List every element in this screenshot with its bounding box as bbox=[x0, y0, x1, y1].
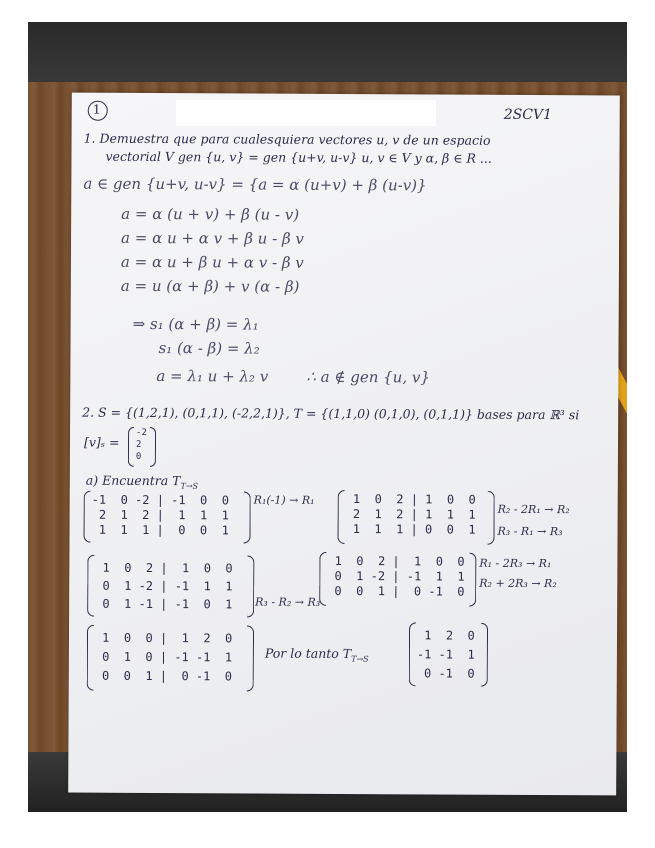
problem1-line6: ⇒ s₁ (α + β) = λ₁ bbox=[132, 314, 259, 334]
matrix-row: 2 1 2 | 1 1 1 bbox=[91, 507, 229, 523]
matrix-row: 0 1 0 | -1 -1 1 bbox=[94, 649, 233, 665]
vector-label: [v]ₛ = bbox=[83, 434, 120, 450]
matrix-row: 0 1 -2 | -1 1 1 bbox=[327, 568, 465, 584]
matrix-row: 1 0 2 | 1 0 0 bbox=[95, 560, 233, 576]
m3-bracket-right bbox=[247, 555, 254, 617]
matrix-row: -1 0 -2 | -1 0 0 bbox=[91, 492, 230, 508]
matrix-row: 1 0 0 | 1 2 0 bbox=[94, 630, 233, 646]
matrix-row: 0 0 1 | 0 -1 0 bbox=[94, 668, 233, 684]
op-2b: R₃ - R₁ → R₃ bbox=[497, 524, 563, 539]
problem1-conclusion: ∴ a ∉ gen {u, v} bbox=[306, 367, 430, 387]
problem1-statement-2: vectorial V gen {u, v} = gen {u+v, u-v} u, v ∈ V y α, β ∈ R ... bbox=[105, 148, 492, 166]
problem1-line2: a = α (u + v) + β (u - v) bbox=[121, 204, 300, 224]
problem1-line3: a = α u + α v + β u - β v bbox=[121, 228, 304, 248]
problem2-statement: 2. S = {(1,2,1), (0,1,1), (-2,2,1)}, T = {(1,1,0) (0,1,0), (0,1,1)} bases para ℝ³ si bbox=[82, 404, 580, 423]
matrix-4 bbox=[327, 554, 465, 600]
matrix-row: 1 0 2 | 1 0 0 bbox=[345, 492, 476, 507]
matrix-5 bbox=[95, 629, 233, 687]
matrix-1 bbox=[92, 493, 230, 539]
op-3: R₃ - R₂ → R₃ bbox=[255, 595, 321, 609]
problem1-statement-1: 1. Demuestra que para cualesquiera vectores u, v de un espacio bbox=[83, 130, 491, 148]
problem1-line1: a ∈ gen {u+v, u-v} = {a = α (u+v) + β (u-v)} bbox=[83, 174, 427, 195]
matrix-3 bbox=[95, 559, 233, 614]
m5-bracket-left bbox=[87, 625, 94, 691]
m3-bracket-left bbox=[87, 555, 94, 617]
problem1-line5: a = u (α + β) + v (α - β) bbox=[120, 276, 300, 296]
conclusion-label bbox=[265, 646, 369, 664]
part-a-text: a) Encuentra T bbox=[85, 472, 181, 489]
m2-bracket-right bbox=[487, 491, 494, 545]
matrix-row: 2 1 2 | 1 1 1 bbox=[345, 507, 476, 522]
vector-s bbox=[136, 427, 147, 463]
notebook-paper bbox=[68, 93, 620, 796]
result-matrix bbox=[417, 626, 475, 683]
op-4a: R₁ - 2R₃ → R₁ bbox=[479, 556, 552, 571]
m4-bracket-left bbox=[319, 552, 326, 606]
problem1-line7: s₁ (α - β) = λ₂ bbox=[158, 339, 260, 358]
op-4b: R₂ + 2R₃ → R₂ bbox=[479, 576, 557, 591]
m5-bracket-right bbox=[247, 625, 254, 691]
result-bracket-left bbox=[409, 622, 416, 686]
matrix-row: 1 2 0 bbox=[416, 628, 475, 643]
vector-entry: 0 bbox=[135, 451, 142, 462]
op-2a: R₂ - 2R₁ → R₂ bbox=[497, 502, 570, 517]
vector-bracket-right bbox=[150, 427, 156, 467]
problem1-line8: a = λ₁ u + λ₂ v bbox=[156, 367, 269, 386]
m4-bracket-right bbox=[469, 553, 476, 607]
problem1-line4: a = α u + β u + α v - β v bbox=[120, 252, 304, 272]
matrix-2 bbox=[346, 492, 476, 538]
vector-entry: 2 bbox=[135, 439, 142, 450]
page-number: 1 bbox=[92, 101, 101, 117]
photo bbox=[28, 22, 627, 812]
m1-bracket-left bbox=[83, 491, 90, 543]
matrix-row: 1 1 1 | 0 0 1 bbox=[345, 522, 476, 537]
part-a-label bbox=[86, 473, 198, 491]
conclusion-text: Por lo tanto T bbox=[264, 645, 352, 662]
matrix-row: -1 -1 1 bbox=[416, 647, 475, 662]
result-bracket-right bbox=[481, 623, 488, 687]
redaction-box bbox=[176, 100, 436, 126]
vector-entry: -2 bbox=[136, 427, 147, 438]
group-label: 2SCV1 bbox=[503, 106, 553, 124]
m1-bracket-right bbox=[243, 491, 250, 543]
conclusion-subscript: T→S bbox=[351, 654, 369, 664]
part-a-subscript: T→S bbox=[180, 481, 199, 491]
matrix-row: 1 1 1 | 0 0 1 bbox=[91, 522, 229, 538]
matrix-row: 0 0 1 | 0 -1 0 bbox=[327, 583, 465, 599]
matrix-row: 0 1 -1 | -1 0 1 bbox=[95, 596, 233, 612]
matrix-row: 0 -1 0 bbox=[416, 666, 475, 681]
matrix-row: 1 0 2 | 1 0 0 bbox=[327, 553, 465, 569]
op-1: R₁(-1) → R₁ bbox=[253, 493, 315, 507]
m2-bracket-left bbox=[337, 490, 344, 544]
matrix-row: 0 1 -2 | -1 1 1 bbox=[95, 578, 233, 594]
vector-bracket-left bbox=[128, 427, 134, 467]
